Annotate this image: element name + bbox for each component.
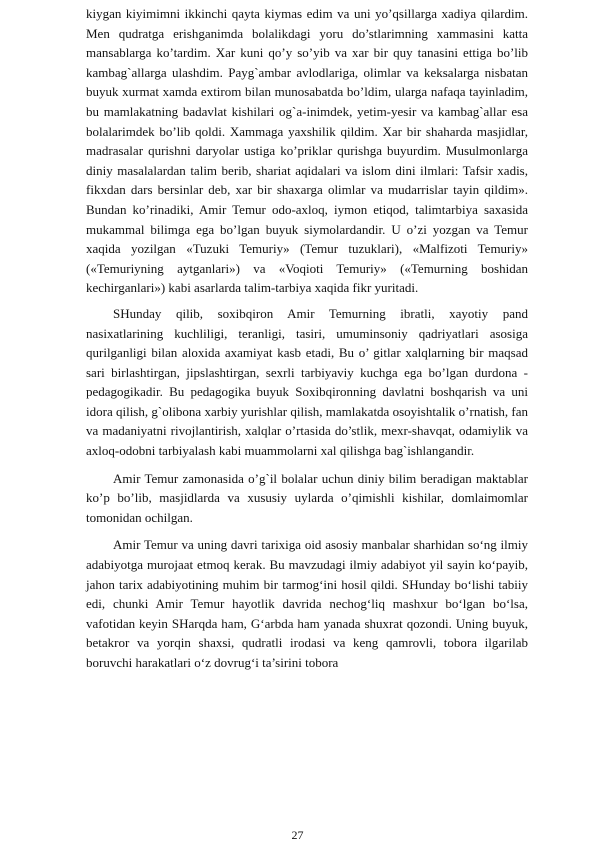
body-paragraph-1: kiygan kiyimimni ikkinchi qayta kiymas edim va uni yo’qsillarga xadiya qilardim. Men qudratga erishganimda bolalikdagi yoru do’stlarimning xammasini katta mansablarga ko’tardim. Xar kuni qo’y so’yib va xar bir quy tanasini ettiga bo’lib kambag`allarga ulashdim. Payg`ambar avlodlariga, olimlar va keksalarga nisbatan buyuk xurmat xamda extirom bilan munosabatda bo’ldim, ularga nafaqa tayinladim, bu mamlakatning badavlat kishilari og`a-inimdek, yetim-yesir va kambag`allar esa bolalarimdek bo’lib qoldi. Xammaga yaxshilik qildim. Xar bir shaharda masjidlar, madrasalar qurishni daryolar ustiga ko’priklar qurishga buyurdim. Musulmonlarga diniy masalalardan talim berib, shariat aqidalari va islom dini ilmlari: Tafsir xadis, fikxdan dars bersinlar deb, xar bir shaxarga olimlar va mudarrislar tayin qildim». Bundan ko’rinadiki, Amir Temur odo-axloq, iymon etiqod, talimtarbiya saxasida mukammal bilimga ega bo’lgan buyuk siymolardandir. U o’zi yozgan va Temur xaqida yozilgan «Tuzuki Temuriy» (Temur tuzuklari), «Malfizoti Temuriy» («Temuriyning aytganlari») va «Voqioti Temuriy» («Temurning boshidan kechirganlari») kabi asarlarda talim-tarbiya xaqida fikr yuritadi. — [86, 6, 528, 296]
body-paragraph-4: Amir Temur va uning davri tarixiga oid asosiy manbalar sharhidan so‘ng ilmiy adabiyotga murojaat etmoq kerak. Bu mavzudagi ilmiy adabiyot yil sayin ko‘payib, jahon tarix adabiyotining muhim bir tarmog‘ini hosil qildi. SHunday bo‘lishi tabiiy edi, chunki Amir Temur hayotlik davrida nechog‘liq mashxur bo‘lgan bo‘lsa, vafotidan keyin SHarqda ham, G‘arbda ham yanada shuxrat qozondi. Uning buyuk, betakror va yorqin shaxsi, qudratli irodasi va keng qamrovli, tobora ilgarilab boruvchi harakatlari o‘z dovrug‘i ta’sirini tobora — [86, 537, 528, 670]
page-number: 27 — [291, 828, 304, 842]
body-paragraph-2: SHunday qilib, soxibqiron Amir Temurning ibratli, xayotiy pand nasixatlarining kuchliligi, teranligi, tasiri, umuminsoniy qadriyatlari asosiga qurilganligi bilan aloxida axamiyat kasb etadi, Bu o’ gitlar xalqlarning bir maqsad sari birlashtirgan, jipslashtirgan, sexrli tarbiyaviy kuchga ega bo’lgan durdona - pedagogikadir. Bu pedagogika buyuk Soxibqironning davlatni boshqarish va uni idora qilish, g`olibona xarbiy yurishlar qilish, mamlakatda osoyishtalik o’rnatish, fan va madaniyatni rivojlantirish, xalqlar o’rtasida do’stlik, mexr-shavqat, odamiylik va axloq-odobni tarbiyalash kabi muammolarni xal qilishga bag`ishlangandir. — [86, 305, 528, 459]
body-paragraph-3: Amir Temur zamonasida o’g`il bolalar uchun diniy bilim beradigan maktablar ko’p bo’lib, masjidlarda va xususiy uylarda o’qimishli kishilar, domlaimomlar tomonidan ochilgan. — [86, 470, 528, 525]
document-page — [86, 4, 528, 673]
